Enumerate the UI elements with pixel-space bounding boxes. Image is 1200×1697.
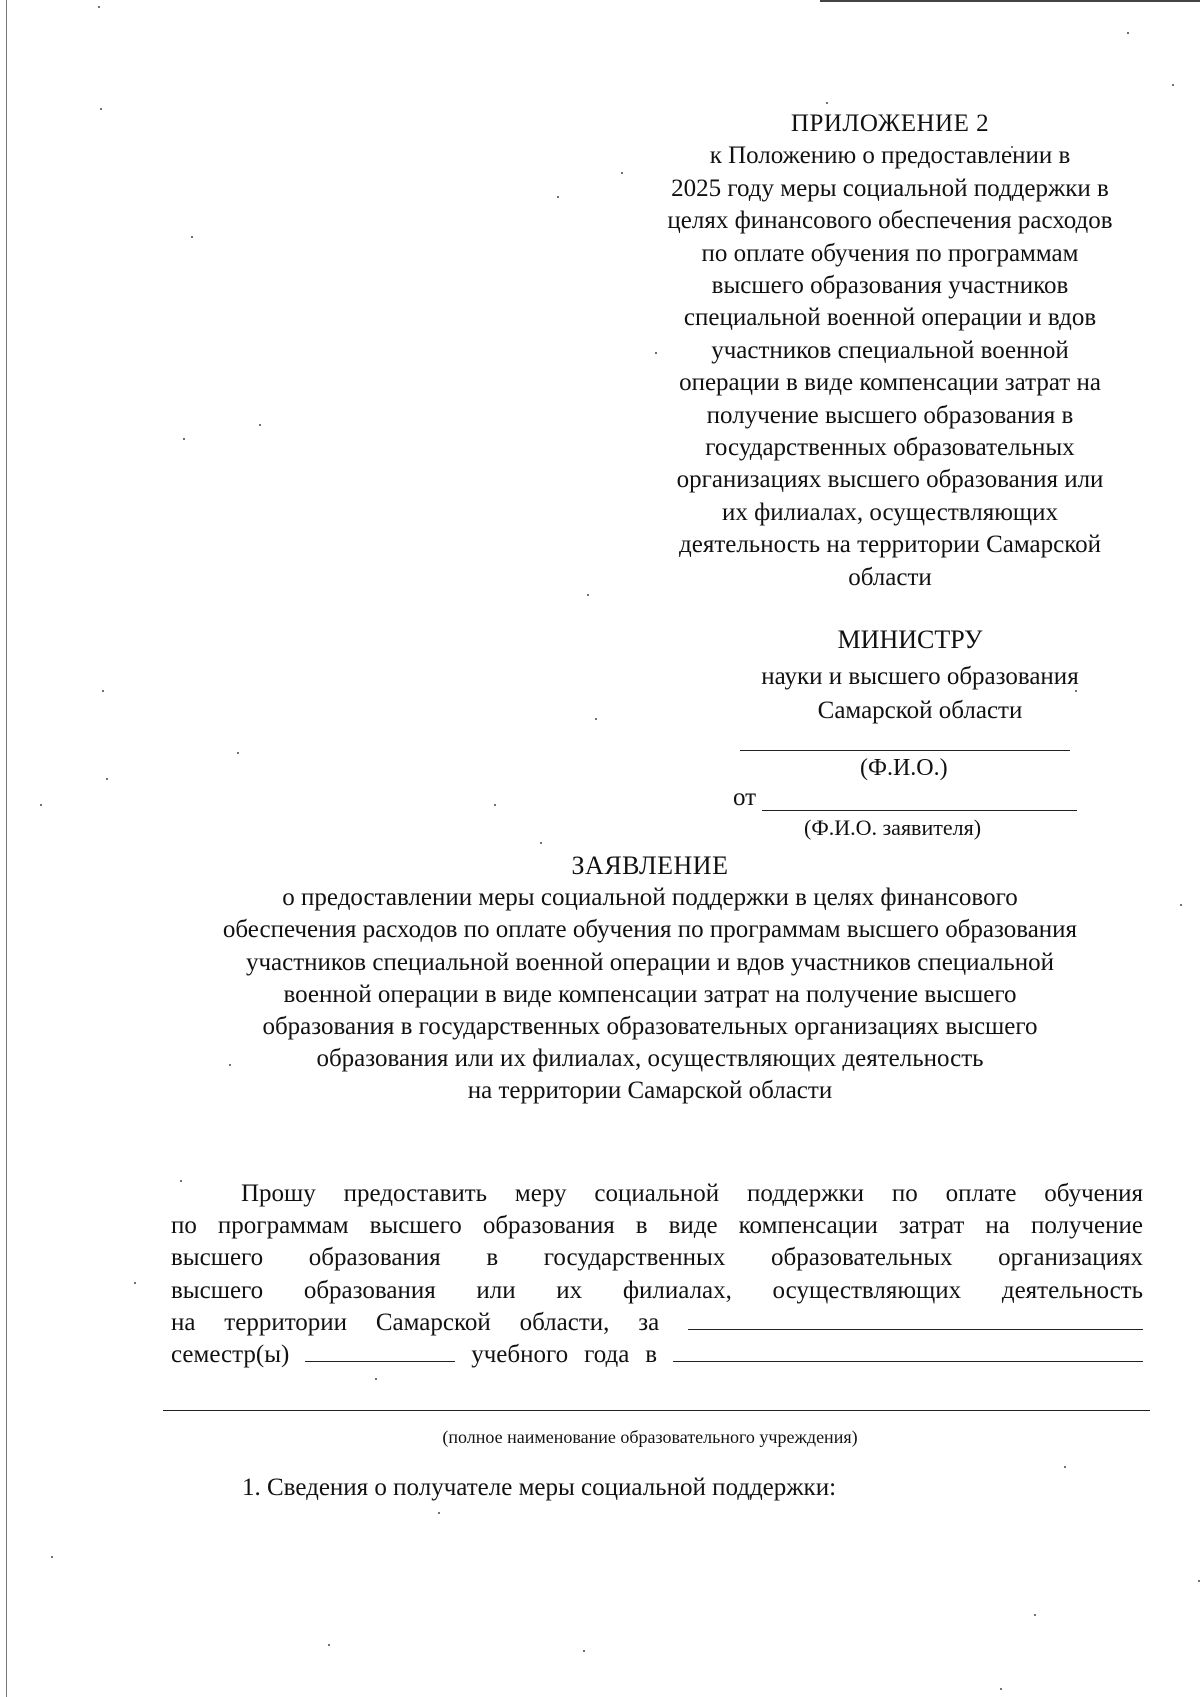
- appendix-line-13: деятельность на территории Самарской: [679, 531, 1101, 559]
- period-blank[interactable]: [688, 1307, 1143, 1330]
- statement-line-4: военной операции в виде компенсации затрат на получение высшего: [283, 980, 1017, 1008]
- appendix-line-12: их филиалах, осуществляющих: [721, 498, 1059, 526]
- applicant-fio-line[interactable]: [762, 810, 1077, 811]
- from-label: от: [733, 784, 757, 811]
- appendix-line-5: высшего образования участников: [711, 272, 1069, 300]
- section-1-heading: 1. Сведения о получателе меры социальной поддержки:: [242, 1474, 837, 1501]
- request-line-2: по программам высшего образования в виде компенсации затрат на получение: [171, 1212, 1143, 1240]
- request-line-3: высшего образования в государственных образовательных организациях: [171, 1244, 1143, 1272]
- request-line-1: Прошу предоставить меру социальной поддержки по оплате обучения: [241, 1180, 1143, 1207]
- addressee-line-1: науки и высшего образования: [761, 663, 1079, 690]
- scan-edge-left: [6, 0, 7, 1697]
- statement-line-3: участников специальной военной операции и вдов участников специальной: [245, 948, 1055, 976]
- appendix-line-4: по оплате обучения по программам: [701, 239, 1079, 267]
- institution-name-line[interactable]: [163, 1410, 1150, 1411]
- addressee-line-2: Самарской области: [817, 697, 1023, 724]
- statement-lines: [150, 882, 1150, 1107]
- appendix-line-1: к Положению о предоставлении в: [709, 142, 1071, 170]
- statement-block: [150, 850, 1150, 1108]
- academic-year-label: учебного года в: [471, 1341, 658, 1369]
- appendix-line-10: государственных образовательных: [705, 434, 1075, 462]
- request-line-6: [171, 1339, 1143, 1371]
- applicant-caption: (Ф.И.О. заявителя): [804, 815, 982, 840]
- request-paragraph: [171, 1178, 1143, 1371]
- appendix-line-8: операции в виде компенсации затрат на: [679, 369, 1101, 397]
- statement-line-2: обеспечения расходов по оплате обучения по программам высшего образования: [222, 916, 1078, 944]
- appendix-lines: [620, 140, 1160, 594]
- request-line-5: [171, 1307, 1143, 1339]
- appendix-line-11: организациях высшего образования или: [676, 466, 1104, 494]
- appendix-title: ПРИЛОЖЕНИЕ 2: [790, 110, 990, 137]
- academic-year-blank[interactable]: [673, 1339, 1143, 1362]
- statement-line-5: образования в государственных образовательных организациях высшего: [262, 1013, 1038, 1041]
- appendix-line-14: области: [848, 563, 932, 591]
- appendix-line-2: 2025 году меры социальной поддержки в: [671, 174, 1109, 202]
- addressee-block: [700, 620, 1140, 728]
- statement-title: ЗАЯВЛЕНИЕ: [571, 851, 729, 880]
- appendix-line-3: целях финансового обеспечения расходов: [667, 207, 1113, 235]
- addressee-title: МИНИСТРУ: [837, 625, 983, 654]
- request-line-5-text: на территории Самарской области, за: [171, 1308, 660, 1336]
- appendix-line-7: участников специальной военной: [711, 336, 1069, 364]
- statement-line-7: на территории Самарской области: [467, 1077, 833, 1105]
- fio-caption: (Ф.И.О.): [860, 755, 948, 781]
- appendix-line-9: получение высшего образования в: [706, 401, 1074, 429]
- semester-blank[interactable]: [305, 1339, 455, 1362]
- request-line-4: высшего образования или их филиалах, осуществляющих деятельность: [171, 1276, 1143, 1304]
- institution-caption: (полное наименование образовательного учреждения): [442, 1427, 858, 1447]
- statement-line-6: образования или их филиалах, осуществляющих деятельность: [316, 1045, 984, 1073]
- statement-line-1: о предоставлении меры социальной поддержки в целях финансового: [282, 884, 1018, 912]
- appendix-line-6: специальной военной операции и вдов: [683, 304, 1097, 332]
- scan-edge-top: [820, 0, 1200, 2]
- semester-label: семестр(ы): [171, 1341, 290, 1369]
- appendix-block: [620, 108, 1160, 594]
- minister-fio-line[interactable]: [740, 750, 1070, 751]
